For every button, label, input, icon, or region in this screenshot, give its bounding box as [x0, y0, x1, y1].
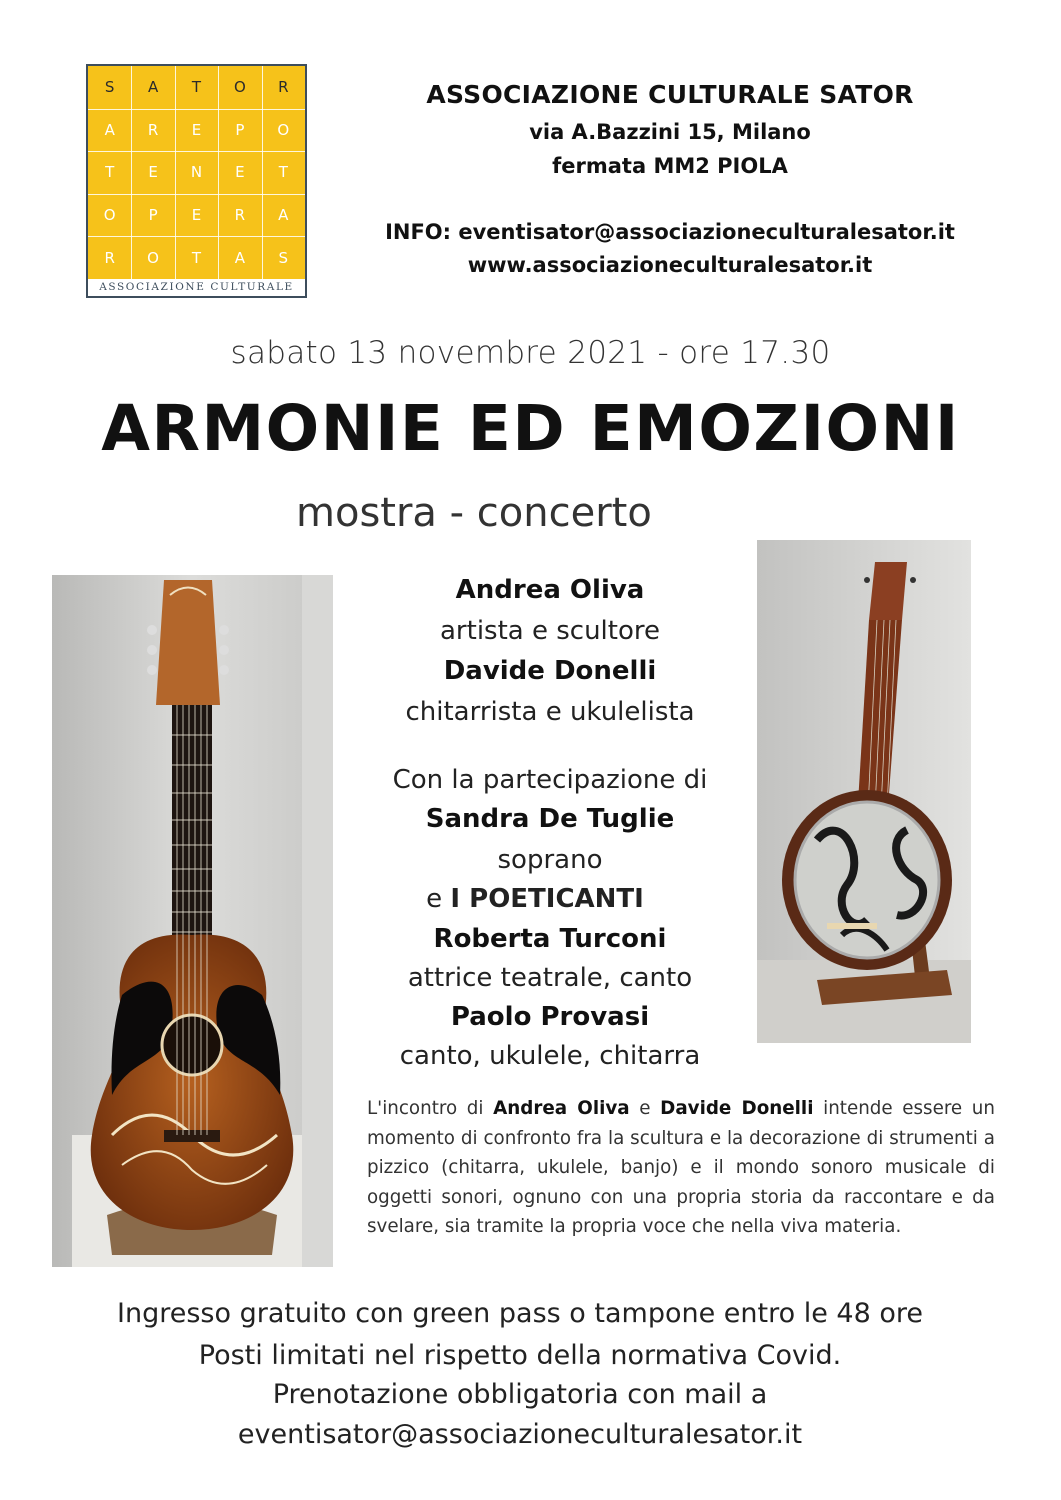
group-name: I POETICANTI	[450, 884, 644, 914]
logo-gridline	[88, 194, 305, 195]
group-prefix: e	[426, 884, 451, 914]
desc-text-3: intende essere un momento di confronto fra la scultura e la decorazione di strumenti a pizzico (chitarra, ukulele, banjo) e il mondo sonoro musicale di oggetti sonori, ognuno con una propria storia da raccontare e da svelare, sia tramite la propria voce che nella viva materia.	[367, 1098, 995, 1237]
desc-musician: Davide Donelli	[660, 1098, 814, 1119]
logo-letter: P	[235, 120, 245, 139]
logo-letter: R	[234, 206, 246, 225]
logo-letter: E	[235, 163, 245, 182]
logo-letter: E	[191, 206, 202, 225]
logo-letter: P	[148, 206, 158, 225]
logo-letter: O	[147, 248, 159, 267]
logo-gridline	[88, 109, 305, 110]
logo-letter: T	[191, 248, 202, 267]
artist-name: Andrea Oliva	[455, 575, 645, 605]
soprano-name: Sandra De Tuglie	[425, 804, 675, 834]
info-email: INFO: eventisator@associazioneculturalesator.it	[385, 220, 955, 244]
participation-label: Con la partecipazione di	[392, 765, 708, 795]
organization-name: ASSOCIAZIONE CULTURALE SATOR	[426, 80, 914, 109]
logo-gridline	[175, 66, 176, 279]
limited-seats: Posti limitati nel rispetto della normativa Covid.	[198, 1340, 842, 1371]
logo-letter: A	[234, 248, 246, 267]
desc-artist: Andrea Oliva	[493, 1098, 630, 1119]
logo-letter: E	[191, 120, 202, 139]
artist-role: artista e scultore	[440, 616, 660, 646]
logo-gridline	[262, 66, 263, 279]
sator-logo	[86, 64, 307, 298]
logo-letter: O	[103, 206, 116, 225]
musician-role: chitarrista e ukulelista	[405, 697, 695, 727]
booking-email: eventisator@associazioneculturalesator.it	[237, 1419, 803, 1450]
desc-text-1: L'incontro di	[367, 1098, 494, 1119]
logo-gridline	[88, 236, 305, 237]
actress-name: Roberta Turconi	[433, 924, 667, 954]
logo-letter: R	[278, 78, 289, 97]
singer-role: canto, ukulele, chitarra	[399, 1041, 701, 1071]
logo-letter: R	[147, 120, 159, 139]
actress-role: attrice teatrale, canto	[407, 963, 693, 993]
logo-letter: A	[104, 120, 115, 139]
website: www.associazioneculturalesator.it	[467, 253, 873, 277]
guitar-photo	[52, 575, 333, 1267]
booking-required: Prenotazione obbligatoria con mail a	[272, 1379, 768, 1410]
logo-letter: A	[278, 206, 289, 225]
event-description	[367, 1094, 995, 1242]
group-line	[345, 884, 725, 914]
logo-letter: A	[147, 78, 159, 97]
logo-letter: T	[105, 163, 115, 182]
logo-gridline	[131, 66, 132, 279]
logo-letter: S	[104, 78, 115, 97]
logo-letter: N	[190, 163, 203, 182]
event-date: sabato 13 novembre 2021 - ore 17.30	[230, 335, 831, 371]
singer-name: Paolo Provasi	[450, 1002, 650, 1032]
soprano-role: soprano	[497, 845, 603, 875]
logo-letter: T	[278, 163, 288, 182]
logo-caption: ASSOCIAZIONE CULTURALE	[99, 281, 294, 293]
logo-letter: S	[278, 248, 289, 267]
logo-letter: O	[277, 120, 290, 139]
logo-letter: T	[191, 78, 202, 97]
desc-text-2: e	[629, 1098, 661, 1119]
logo-letter: O	[233, 78, 246, 97]
logo-gridline	[218, 66, 219, 279]
logo-letter: E	[148, 163, 158, 182]
event-subtitle: mostra - concerto	[296, 490, 652, 536]
entry-info: Ingresso gratuito con green pass o tampone entro le 48 ore	[117, 1298, 923, 1329]
metro-stop: fermata MM2 PIOLA	[552, 154, 788, 178]
banjo-ukulele-photo	[757, 540, 971, 1043]
sator-square	[88, 66, 305, 279]
logo-letter: R	[104, 248, 115, 267]
address: via A.Bazzini 15, Milano	[529, 120, 811, 144]
event-title: ARMONIE ED EMOZIONI	[101, 392, 960, 465]
musician-name: Davide Donelli	[443, 656, 657, 686]
logo-gridline	[88, 151, 305, 152]
